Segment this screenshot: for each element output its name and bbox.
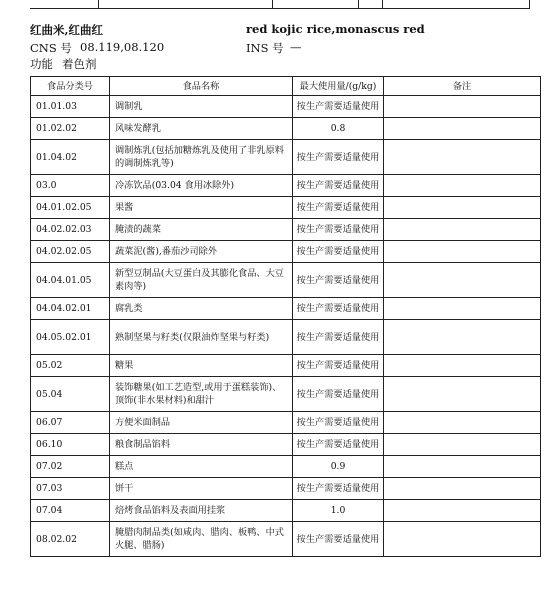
- ins-value: —: [290, 40, 302, 54]
- row-max-usage: 按生产需要适量使用: [293, 219, 384, 241]
- row-max-usage: 按生产需要适量使用: [293, 96, 384, 118]
- row-code: 04.02.02.03: [31, 219, 110, 241]
- header-name: 食品名称: [110, 77, 293, 96]
- row-food-name: 果酱: [110, 197, 293, 219]
- row-code: 04.02.02.05: [31, 241, 110, 263]
- table-row: [31, 434, 541, 456]
- table-row: [31, 298, 541, 320]
- row-code: 01.01.03: [31, 96, 110, 118]
- row-max-usage: 按生产需要适量使用: [293, 320, 384, 355]
- cns-label: CNS 号: [30, 41, 72, 55]
- table-row: [31, 500, 541, 522]
- row-note: [384, 434, 541, 456]
- row-max-usage: 按生产需要适量使用: [293, 522, 384, 557]
- row-max-usage: 按生产需要适量使用: [293, 412, 384, 434]
- row-max-usage: 1.0: [293, 500, 384, 522]
- row-note: [384, 118, 541, 140]
- row-food-name: 冷冻饮品(03.04 食用冰除外): [110, 175, 293, 197]
- table-row: [31, 140, 541, 175]
- row-code: 06.07: [31, 412, 110, 434]
- row-code: 04.04.02.01: [31, 298, 110, 320]
- row-code: 07.02: [31, 456, 110, 478]
- row-food-name: 熟制坚果与籽类(仅限油炸坚果与籽类): [110, 320, 293, 355]
- row-note: [384, 320, 541, 355]
- table-row: [31, 412, 541, 434]
- row-note: [384, 96, 541, 118]
- row-food-name: 调制炼乳(包括加糖炼乳及使用了非乳原料的调制炼乳等): [110, 140, 293, 175]
- function-value: 着色剂: [62, 57, 97, 71]
- row-code: 06.10: [31, 434, 110, 456]
- additive-name-en: red kojic rice,monascus red: [246, 22, 425, 36]
- row-food-name: 装饰糖果(如工艺造型,或用于蛋糕装饰)、顶饰(非水果材料)和甜汁: [110, 377, 293, 412]
- row-food-name: 腌渍的蔬菜: [110, 219, 293, 241]
- table-row: [31, 241, 541, 263]
- row-note: [384, 298, 541, 320]
- row-max-usage: 按生产需要适量使用: [293, 478, 384, 500]
- table-row: [31, 96, 541, 118]
- previous-table-stub: [30, 0, 530, 9]
- row-code: 05.04: [31, 377, 110, 412]
- row-food-name: 腌腊肉制品类(如咸肉、腊肉、板鸭、中式火腿、腊肠): [110, 522, 293, 557]
- table-row: [31, 197, 541, 219]
- table-row: [31, 522, 541, 557]
- table-header-row: [31, 77, 541, 96]
- row-max-usage: 按生产需要适量使用: [293, 197, 384, 219]
- row-note: [384, 140, 541, 175]
- row-note: [384, 355, 541, 377]
- row-note: [384, 175, 541, 197]
- row-note: [384, 456, 541, 478]
- row-food-name: 风味发酵乳: [110, 118, 293, 140]
- header-note: 备注: [384, 77, 541, 96]
- row-food-name: 腐乳类: [110, 298, 293, 320]
- table-row: [31, 478, 541, 500]
- header-max: 最大使用量/(g/kg): [293, 77, 384, 96]
- row-food-name: 方便米面制品: [110, 412, 293, 434]
- row-max-usage: 0.8: [293, 118, 384, 140]
- row-note: [384, 219, 541, 241]
- row-code: 03.0: [31, 175, 110, 197]
- table-row: [31, 118, 541, 140]
- row-food-name: 糕点: [110, 456, 293, 478]
- row-code: 07.04: [31, 500, 110, 522]
- additive-usage-table: [30, 76, 541, 557]
- row-food-name: 新型豆制品(大豆蛋白及其膨化食品、大豆素肉等): [110, 263, 293, 298]
- row-note: [384, 522, 541, 557]
- row-code: 01.04.02: [31, 140, 110, 175]
- table-row: [31, 263, 541, 298]
- row-food-name: 饼干: [110, 478, 293, 500]
- table-row: [31, 456, 541, 478]
- row-max-usage: 按生产需要适量使用: [293, 298, 384, 320]
- row-code: 05.02: [31, 355, 110, 377]
- row-code: 07.03: [31, 478, 110, 500]
- row-note: [384, 241, 541, 263]
- cns-value: 08.119,08.120: [80, 40, 165, 54]
- additive-name-cn: 红曲米,红曲红: [30, 23, 104, 37]
- table-row: [31, 320, 541, 355]
- table-row: [31, 355, 541, 377]
- row-food-name: 糖果: [110, 355, 293, 377]
- row-max-usage: 按生产需要适量使用: [293, 434, 384, 456]
- row-note: [384, 500, 541, 522]
- row-max-usage: 按生产需要适量使用: [293, 263, 384, 298]
- row-note: [384, 263, 541, 298]
- row-max-usage: 按生产需要适量使用: [293, 140, 384, 175]
- row-max-usage: 按生产需要适量使用: [293, 377, 384, 412]
- row-code: 04.04.01.05: [31, 263, 110, 298]
- ins-label: INS 号: [246, 41, 284, 55]
- table-row: [31, 219, 541, 241]
- row-code: 04.01.02.05: [31, 197, 110, 219]
- row-note: [384, 197, 541, 219]
- row-note: [384, 412, 541, 434]
- row-max-usage: 按生产需要适量使用: [293, 175, 384, 197]
- row-food-name: 调制乳: [110, 96, 293, 118]
- row-code: 01.02.02: [31, 118, 110, 140]
- row-note: [384, 377, 541, 412]
- row-note: [384, 478, 541, 500]
- row-food-name: 焙烤食品馅料及表面用挂浆: [110, 500, 293, 522]
- row-code: 04.05.02.01: [31, 320, 110, 355]
- function-label: 功能: [30, 57, 53, 71]
- header-code: 食品分类号: [31, 77, 110, 96]
- row-max-usage: 按生产需要适量使用: [293, 355, 384, 377]
- table-row: [31, 377, 541, 412]
- row-max-usage: 0.9: [293, 456, 384, 478]
- row-food-name: 粮食制品馅料: [110, 434, 293, 456]
- row-code: 08.02.02: [31, 522, 110, 557]
- row-food-name: 蔬菜泥(酱),番茄沙司除外: [110, 241, 293, 263]
- row-max-usage: 按生产需要适量使用: [293, 241, 384, 263]
- table-row: [31, 175, 541, 197]
